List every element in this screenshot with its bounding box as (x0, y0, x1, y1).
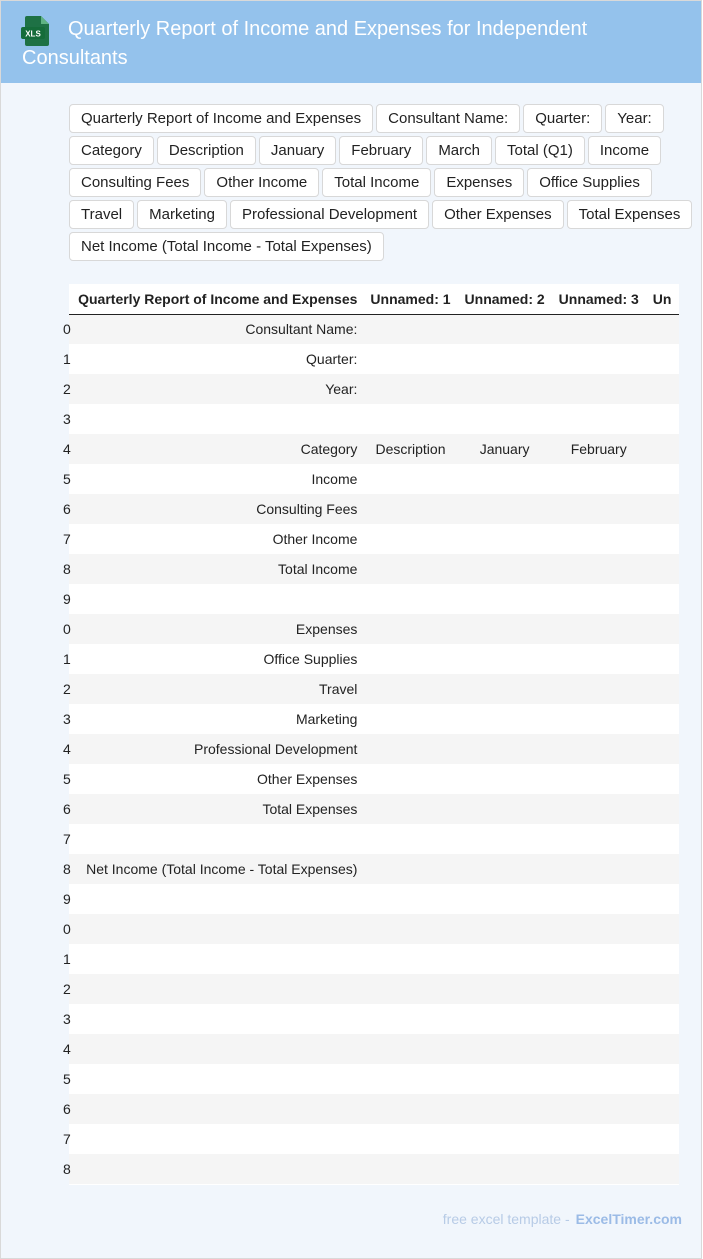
table-cell (458, 464, 552, 494)
column-tag[interactable]: Description (157, 136, 256, 165)
row-index: 0 (63, 621, 71, 637)
table-row (69, 344, 679, 374)
table-row (69, 314, 679, 344)
table-cell (63, 1154, 363, 1184)
table-cell (646, 1004, 679, 1034)
column-tag[interactable]: Total Income (322, 168, 431, 197)
row-index: 7 (63, 531, 71, 547)
table-cell (363, 584, 457, 614)
table-cell: Marketing (295, 711, 358, 727)
table-row (69, 884, 679, 914)
table-row (69, 764, 679, 794)
table-cell (646, 1154, 679, 1184)
table-cell (458, 734, 552, 764)
table-cell (646, 314, 679, 344)
row-index: 6 (63, 1101, 71, 1117)
table-cell (646, 674, 679, 704)
table-row (69, 1154, 679, 1184)
table-header-cell: Un (646, 284, 679, 314)
table-row (69, 974, 679, 1004)
row-index: 3 (63, 411, 71, 427)
table-row (69, 674, 679, 704)
table-cell (458, 1094, 552, 1124)
table-cell (458, 314, 552, 344)
table-cell (646, 554, 679, 584)
column-tag[interactable]: March (426, 136, 492, 165)
table-cell (552, 1004, 646, 1034)
table-cell (363, 1094, 457, 1124)
row-index: 0 (63, 921, 71, 937)
table-cell: Professional Development (193, 741, 358, 757)
table-cell: Category (300, 441, 358, 457)
table-cell: Other Income (272, 531, 358, 547)
table-cell (646, 434, 679, 464)
table-cell (363, 914, 457, 944)
column-tag[interactable]: Other Income (204, 168, 319, 197)
table-cell (552, 1094, 646, 1124)
table-cell (63, 884, 363, 914)
table-cell (458, 824, 552, 854)
column-tag[interactable]: Quarterly Report of Income and Expenses (69, 104, 373, 133)
table-row (69, 584, 679, 614)
column-tag[interactable]: Category (69, 136, 154, 165)
table-cell (63, 404, 363, 434)
table-cell (646, 1034, 679, 1064)
table-row (69, 1064, 679, 1094)
table-cell (458, 494, 552, 524)
table-cell (363, 794, 457, 824)
table-row (69, 434, 679, 464)
table-cell (646, 374, 679, 404)
table-cell: Quarter: (306, 351, 358, 367)
table-cell (63, 1034, 363, 1064)
table-cell (646, 1064, 679, 1094)
table-cell (646, 854, 679, 884)
table-cell (363, 524, 457, 554)
table-cell (458, 674, 552, 704)
row-index: 5 (63, 1071, 71, 1087)
table-cell: January (479, 441, 530, 457)
table-cell (646, 344, 679, 374)
table-cell (552, 554, 646, 584)
table-cell (63, 824, 363, 854)
table-cell (458, 1034, 552, 1064)
table-cell: February (570, 441, 627, 457)
column-tag[interactable]: Office Supplies (527, 168, 652, 197)
table-cell (363, 494, 457, 524)
table-row (69, 524, 679, 554)
table-cell (646, 914, 679, 944)
column-tag[interactable]: Income (588, 136, 661, 165)
xls-icon-label: XLS (25, 29, 41, 39)
table-cell (63, 1094, 363, 1124)
table-cell (552, 794, 646, 824)
footer-credit (1, 1211, 682, 1227)
column-tag[interactable]: Net Income (Total Income - Total Expenses) (69, 232, 384, 261)
table-cell: Consulting Fees (256, 501, 358, 517)
table-row (69, 1004, 679, 1034)
column-tag[interactable]: February (339, 136, 423, 165)
table-cell (646, 944, 679, 974)
column-tag[interactable]: January (259, 136, 336, 165)
table-cell (646, 764, 679, 794)
row-index: 7 (63, 831, 71, 847)
table-cell (363, 1004, 457, 1034)
table-cell (552, 1124, 646, 1154)
header-bar (1, 1, 701, 83)
table-cell (552, 494, 646, 524)
table-cell (646, 644, 679, 674)
table-cell (363, 944, 457, 974)
column-tag[interactable]: Travel (69, 200, 134, 229)
column-tag[interactable]: Consultant Name: (376, 104, 520, 133)
column-tag[interactable]: Total (Q1) (495, 136, 585, 165)
table-cell (363, 1064, 457, 1094)
row-index: 8 (63, 861, 71, 877)
table-cell (552, 524, 646, 554)
row-index: 3 (63, 711, 71, 727)
table-cell (363, 1034, 457, 1064)
row-index: 8 (63, 1161, 71, 1177)
data-table-container[interactable] (63, 284, 679, 1185)
row-index: 8 (63, 561, 71, 577)
column-tag[interactable]: Year: (605, 104, 663, 133)
table-row (69, 374, 679, 404)
table-cell (458, 1124, 552, 1154)
table-header-cell: Unnamed: 1 (363, 284, 457, 314)
footer-text: free excel template - (442, 1211, 570, 1227)
table-cell (646, 734, 679, 764)
table-cell (63, 1004, 363, 1034)
table-cell (458, 374, 552, 404)
table-row (69, 494, 679, 524)
table-cell (646, 824, 679, 854)
table-cell (363, 824, 457, 854)
table-cell (458, 404, 552, 434)
table-cell (646, 464, 679, 494)
table-cell (552, 464, 646, 494)
table-cell (552, 824, 646, 854)
row-index: 2 (63, 981, 71, 997)
table-cell (552, 764, 646, 794)
table-cell (646, 1124, 679, 1154)
table-cell (646, 974, 679, 1004)
table-cell (646, 494, 679, 524)
column-tag-list (69, 104, 703, 264)
table-cell (458, 644, 552, 674)
table-cell (646, 704, 679, 734)
table-cell (646, 404, 679, 434)
table-cell (552, 734, 646, 764)
column-tag[interactable]: Total Expenses (567, 200, 693, 229)
table-row (69, 794, 679, 824)
table-cell (458, 914, 552, 944)
table-cell: Description (375, 441, 446, 457)
table-cell: Travel (319, 681, 358, 697)
column-tag[interactable]: Consulting Fees (69, 168, 201, 197)
table-cell (552, 1034, 646, 1064)
table-cell (363, 1124, 457, 1154)
table-cell (646, 614, 679, 644)
table-cell (458, 584, 552, 614)
row-index: 4 (63, 441, 71, 457)
table-row (69, 1034, 679, 1064)
table-row (69, 824, 679, 854)
table-header-cell: Unnamed: 3 (552, 284, 646, 314)
row-index: 5 (63, 471, 71, 487)
table-cell (363, 464, 457, 494)
table-cell (552, 674, 646, 704)
table-row (69, 644, 679, 674)
row-index: 0 (63, 321, 71, 338)
table-row (69, 734, 679, 764)
table-cell (552, 584, 646, 614)
table-cell (63, 944, 363, 974)
table-cell: Net Income (Total Income - Total Expenses) (86, 861, 358, 877)
column-tag[interactable]: Marketing (137, 200, 227, 229)
row-index: 6 (63, 501, 71, 517)
table-cell (363, 764, 457, 794)
table-cell (458, 554, 552, 584)
table-cell (458, 1154, 552, 1184)
table-cell: Expenses (295, 621, 358, 637)
table-cell (458, 704, 552, 734)
table-cell: Income (311, 471, 358, 487)
table-row (69, 704, 679, 734)
table-cell (552, 944, 646, 974)
table-row (69, 854, 679, 884)
footer-brand-link[interactable]: ExcelTimer.com (575, 1211, 682, 1227)
table-cell (458, 764, 552, 794)
table-cell: Year: (325, 381, 358, 397)
row-index: 1 (63, 351, 71, 367)
table-cell (552, 974, 646, 1004)
data-table (63, 284, 679, 1184)
row-index: 4 (63, 1041, 71, 1057)
table-cell (363, 704, 457, 734)
table-row (69, 914, 679, 944)
table-row (69, 1124, 679, 1154)
table-cell (646, 1094, 679, 1124)
table-cell: Consultant Name: (245, 321, 358, 338)
row-index: 9 (63, 891, 71, 907)
table-header-row (69, 284, 679, 314)
table-cell (63, 584, 363, 614)
row-index: 9 (63, 591, 71, 607)
table-cell (458, 794, 552, 824)
table-cell (458, 854, 552, 884)
table-cell (458, 974, 552, 1004)
row-index: 2 (63, 681, 71, 697)
column-tag[interactable]: Quarter: (523, 104, 602, 133)
table-cell: Office Supplies (263, 651, 358, 667)
table-cell (552, 1154, 646, 1184)
table-cell (63, 914, 363, 944)
row-index: 1 (63, 951, 71, 967)
table-cell (363, 674, 457, 704)
column-tag[interactable]: Other Expenses (432, 200, 564, 229)
row-index: 1 (63, 651, 71, 667)
table-cell (458, 1004, 552, 1034)
table-row (69, 944, 679, 974)
table-cell (458, 344, 552, 374)
table-cell (646, 584, 679, 614)
table-cell (63, 1124, 363, 1154)
table-cell (552, 644, 646, 674)
table-row (69, 554, 679, 584)
row-index: 2 (63, 381, 71, 397)
row-index: 6 (63, 801, 71, 817)
table-cell (646, 794, 679, 824)
table-cell (552, 614, 646, 644)
table-cell (458, 524, 552, 554)
table-cell (552, 1064, 646, 1094)
row-index: 4 (63, 741, 71, 757)
table-cell (363, 374, 457, 404)
table-row (69, 404, 679, 434)
table-cell (363, 344, 457, 374)
table-cell (458, 884, 552, 914)
table-cell (363, 884, 457, 914)
table-cell (458, 944, 552, 974)
table-header-cell: Unnamed: 2 (458, 284, 552, 314)
table-cell (552, 344, 646, 374)
column-tag[interactable]: Professional Development (230, 200, 429, 229)
row-index: 5 (63, 771, 71, 787)
table-cell: Total Expenses (262, 801, 358, 817)
table-cell (552, 854, 646, 884)
table-cell (63, 1064, 363, 1094)
table-cell (458, 1064, 552, 1094)
table-cell (646, 524, 679, 554)
table-cell (646, 884, 679, 914)
table-cell: Other Expenses (257, 771, 358, 787)
table-cell (458, 614, 552, 644)
table-cell (552, 404, 646, 434)
table-header-cell: Quarterly Report of Income and Expenses (71, 284, 363, 314)
table-cell (363, 314, 457, 344)
row-index: 7 (63, 1131, 71, 1147)
table-cell (552, 704, 646, 734)
table-row (69, 614, 679, 644)
row-index: 3 (63, 1011, 71, 1027)
table-cell (363, 734, 457, 764)
table-cell (363, 644, 457, 674)
column-tag[interactable]: Expenses (434, 168, 524, 197)
page-title: Quarterly Report of Income and Expenses for Independent Consultants (22, 18, 588, 69)
table-cell (552, 314, 646, 344)
table-cell (552, 884, 646, 914)
table-row (69, 1094, 679, 1124)
table-cell (363, 974, 457, 1004)
table-cell (363, 614, 457, 644)
table-cell: Total Income (278, 561, 358, 577)
table-cell (552, 374, 646, 404)
table-cell (363, 404, 457, 434)
table-cell (363, 1154, 457, 1184)
table-cell (63, 974, 363, 1004)
table-row (69, 464, 679, 494)
table-cell (552, 914, 646, 944)
table-cell (363, 554, 457, 584)
table-cell (363, 854, 457, 884)
